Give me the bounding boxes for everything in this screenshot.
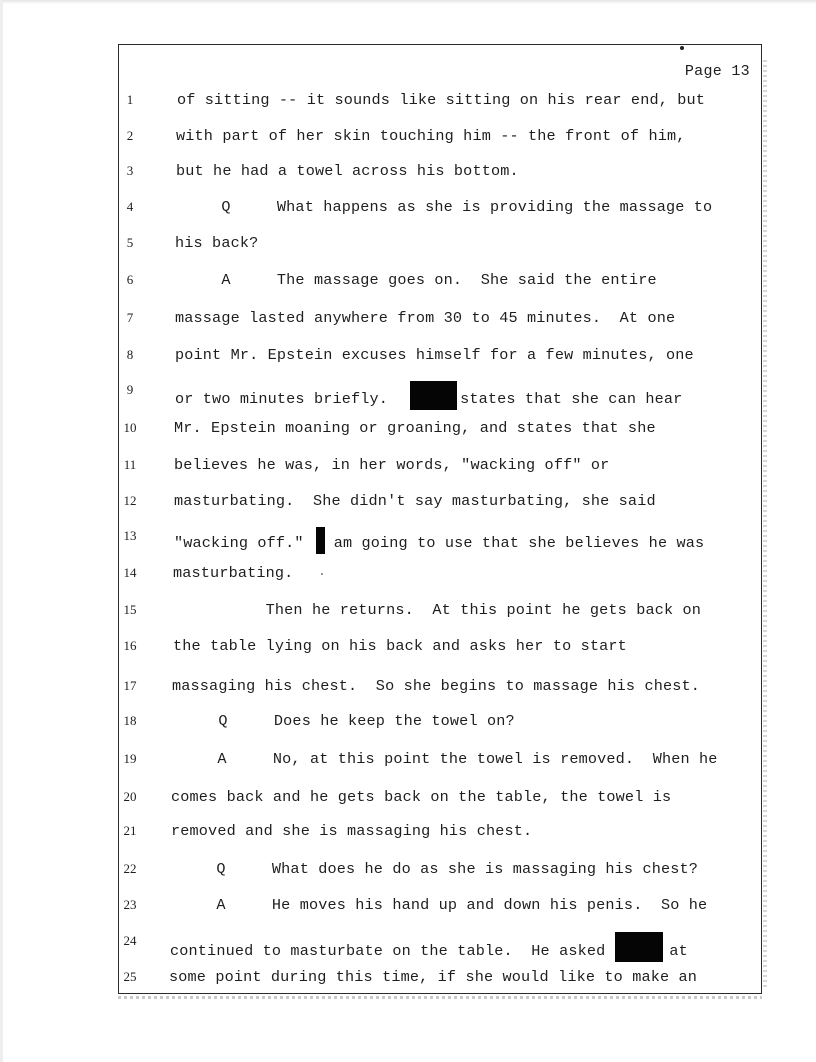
scan-edge-left bbox=[0, 0, 3, 1062]
line-text-before: or two minutes briefly. bbox=[175, 390, 389, 408]
line-number: 14 bbox=[123, 565, 137, 580]
line-number: 12 bbox=[123, 493, 137, 508]
line-text-before: continued to masturbate on the table. He asked bbox=[170, 942, 606, 960]
line-text-with-redaction bbox=[170, 932, 688, 962]
scan-speck bbox=[321, 573, 323, 575]
line-text: Q Does he keep the towel on? bbox=[172, 712, 515, 730]
line-text: of sitting -- it sounds like sitting on his rear end, but bbox=[177, 91, 706, 109]
line-text: with part of her skin touching him -- the front of him, bbox=[176, 127, 686, 145]
redaction-box bbox=[615, 932, 663, 962]
line-text-with-redaction bbox=[175, 381, 682, 410]
line-number: 15 bbox=[123, 602, 137, 617]
line-text: Then he returns. At this point he gets back on bbox=[173, 601, 702, 619]
line-text-with-redaction bbox=[174, 527, 704, 554]
line-text-before: "wacking off." bbox=[174, 534, 304, 552]
redaction-box bbox=[410, 381, 457, 410]
line-text-after: states that she can hear bbox=[460, 390, 683, 408]
line-text: the table lying on his back and asks her to start bbox=[173, 637, 627, 655]
line-text: masturbating. bbox=[173, 564, 294, 582]
line-text: Q What happens as she is providing the massage to bbox=[175, 198, 713, 216]
line-text: Q What does he do as she is massaging his chest? bbox=[170, 860, 699, 878]
line-text-after: am going to use that she believes he was bbox=[333, 534, 705, 552]
line-text: believes he was, in her words, "wacking off" or bbox=[174, 456, 610, 474]
line-text: point Mr. Epstein excuses himself for a few minutes, one bbox=[175, 346, 694, 364]
line-text: massage lasted anywhere from 30 to 45 minutes. At one bbox=[175, 309, 676, 327]
line-number: 7 bbox=[126, 310, 134, 325]
line-number: 1 bbox=[126, 92, 134, 107]
line-number: 20 bbox=[123, 789, 137, 804]
line-number: 24 bbox=[123, 933, 137, 948]
line-text-after: at bbox=[669, 942, 688, 960]
line-number: 9 bbox=[126, 382, 134, 397]
line-text: A The massage goes on. She said the entire bbox=[175, 271, 657, 289]
frame-bottom-edge bbox=[118, 996, 762, 999]
line-text: removed and she is massaging his chest. bbox=[171, 822, 533, 840]
line-number: 3 bbox=[126, 163, 134, 178]
page-number-header: Page 13 bbox=[684, 63, 750, 80]
line-number: 10 bbox=[123, 420, 137, 435]
redaction-box bbox=[316, 527, 325, 554]
scan-dot-mark bbox=[680, 46, 684, 50]
line-number: 25 bbox=[123, 969, 137, 984]
line-number: 4 bbox=[126, 199, 134, 214]
line-text: his back? bbox=[175, 234, 259, 252]
line-text: A No, at this point the towel is removed. When he bbox=[171, 750, 718, 768]
line-number: 19 bbox=[123, 751, 137, 766]
line-number: 18 bbox=[123, 713, 137, 728]
line-number: 13 bbox=[123, 528, 137, 543]
line-text: comes back and he gets back on the table, the towel is bbox=[171, 788, 672, 806]
line-text: but he had a towel across his bottom. bbox=[176, 162, 519, 180]
line-text: massaging his chest. So she begins to massage his chest. bbox=[172, 677, 701, 695]
line-number: 17 bbox=[123, 678, 137, 693]
line-number: 2 bbox=[126, 128, 134, 143]
line-number: 21 bbox=[123, 823, 137, 838]
line-number: 5 bbox=[126, 235, 134, 250]
line-number: 16 bbox=[123, 638, 137, 653]
line-text: some point during this time, if she would like to make an bbox=[169, 968, 698, 986]
line-number: 11 bbox=[123, 457, 137, 472]
frame-right-edge bbox=[763, 60, 767, 990]
line-text: masturbating. She didn't say masturbating, she said bbox=[174, 492, 656, 510]
scan-edge-top bbox=[0, 0, 816, 4]
line-number: 6 bbox=[126, 272, 134, 287]
line-number: 8 bbox=[126, 347, 134, 362]
line-text: A He moves his hand up and down his penis. So he bbox=[170, 896, 708, 914]
line-number: 23 bbox=[123, 897, 137, 912]
page-frame bbox=[118, 44, 762, 994]
line-text: Mr. Epstein moaning or groaning, and states that she bbox=[174, 419, 656, 437]
line-number: 22 bbox=[123, 861, 137, 876]
